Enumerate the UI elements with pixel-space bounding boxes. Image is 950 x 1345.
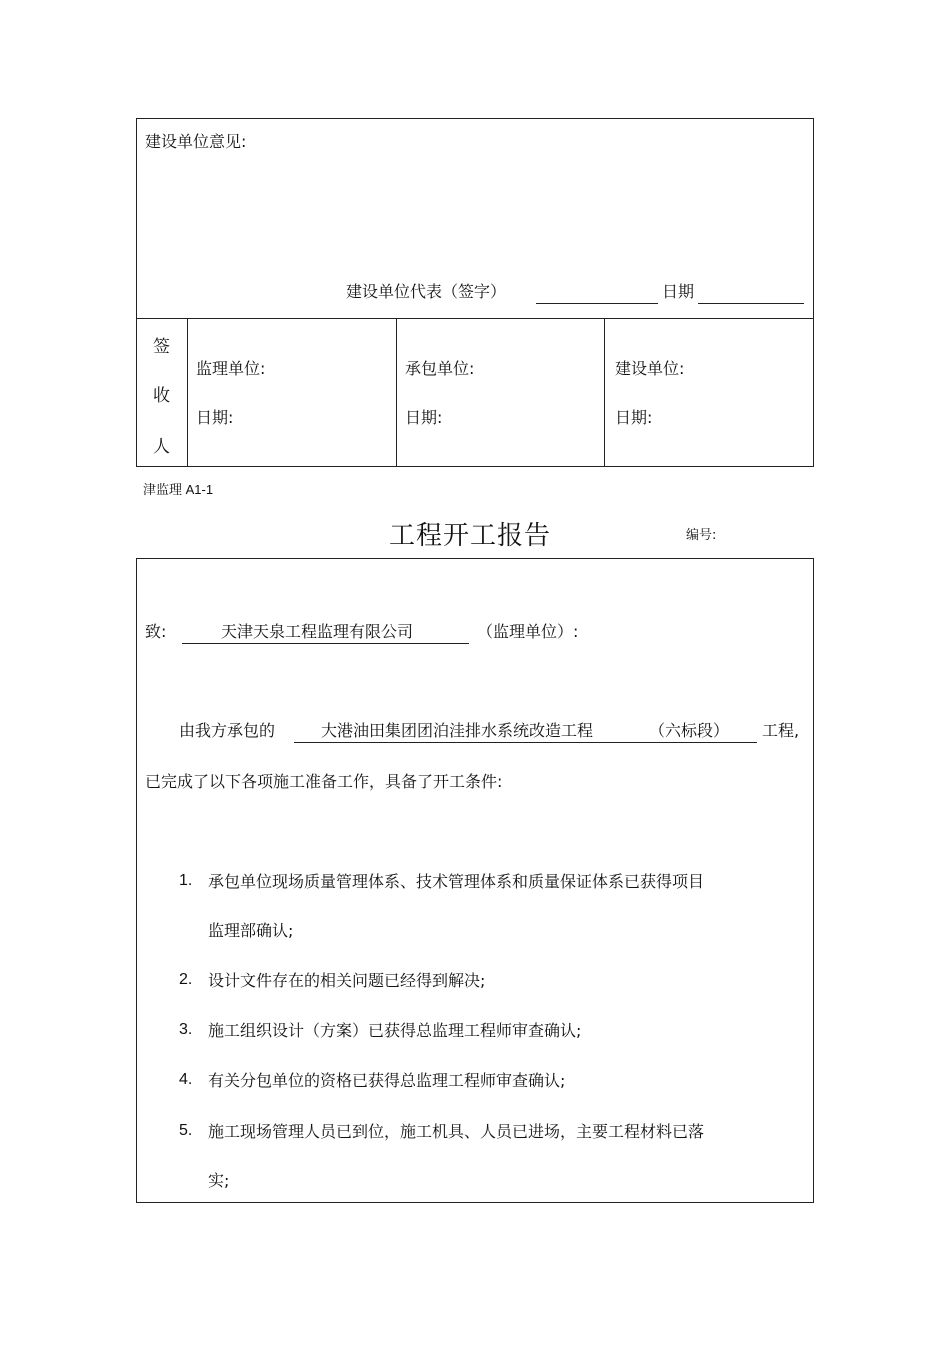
item-number: 4. — [179, 1071, 193, 1088]
item-text-cont: 监理部确认; — [208, 921, 294, 940]
item-number: 5. — [179, 1122, 193, 1139]
item-text-cont: 实; — [208, 1171, 230, 1190]
opinion-table — [136, 118, 814, 467]
intro-suffix: 工程, — [762, 721, 800, 740]
to-label: 致: — [145, 622, 167, 641]
construction-opinion-label: 建设单位意见: — [145, 132, 247, 151]
intro-prefix: 由我方承包的 — [179, 721, 276, 740]
receipt-label — [137, 318, 187, 466]
supervisor-unit-label: 监理单位: — [196, 359, 266, 378]
item-number: 1. — [179, 872, 193, 889]
item-number: 3. — [179, 1021, 193, 1038]
receipt-char: 人 — [153, 437, 170, 457]
to-suffix: （监理单位）: — [477, 622, 579, 641]
receipt-char: 签 — [153, 337, 170, 357]
construction-date-label: 日期: — [615, 408, 653, 427]
to-company-field[interactable] — [182, 643, 469, 644]
contractor-date-label: 日期: — [405, 408, 443, 427]
project-name-field[interactable] — [294, 742, 757, 743]
date-line[interactable] — [698, 303, 804, 304]
table-divider — [137, 318, 813, 319]
signature-line[interactable] — [536, 303, 658, 304]
report-title: 工程开工报告 — [389, 521, 552, 551]
rep-sign-label: 建设单位代表（签字） — [346, 282, 507, 301]
item-text: 设计文件存在的相关问题已经得到解决; — [208, 971, 486, 990]
project-name: 大港油田集团团泊洼排水系统改造工程 — [321, 721, 594, 740]
intro-line2: 已完成了以下各项施工准备工作，具备了开工条件: — [145, 772, 503, 791]
col-divider — [187, 318, 188, 466]
project-section: （六标段） — [649, 721, 730, 740]
receipt-char: 收 — [153, 386, 170, 406]
serial-label: 编号: — [686, 528, 717, 543]
item-text: 承包单位现场质量管理体系、技术管理体系和质量保证体系已获得项目 — [208, 872, 705, 891]
contractor-unit-label: 承包单位: — [405, 359, 475, 378]
col-divider — [396, 318, 397, 466]
form-code: 津监理 A1-1 — [143, 482, 214, 497]
construction-unit-label: 建设单位: — [615, 359, 685, 378]
to-company: 天津天泉工程监理有限公司 — [221, 622, 414, 641]
item-text: 施工现场管理人员已到位，施工机具、人员已进场，主要工程材料已落 — [208, 1122, 705, 1141]
item-text: 有关分包单位的资格已获得总监理工程师审查确认; — [208, 1071, 566, 1090]
col-divider — [604, 318, 605, 466]
report-box — [136, 558, 814, 1203]
item-text: 施工组织设计（方案）已获得总监理工程师审查确认; — [208, 1021, 582, 1040]
date-label: 日期 — [662, 282, 695, 301]
item-number: 2. — [179, 971, 193, 988]
supervisor-date-label: 日期: — [196, 408, 234, 427]
